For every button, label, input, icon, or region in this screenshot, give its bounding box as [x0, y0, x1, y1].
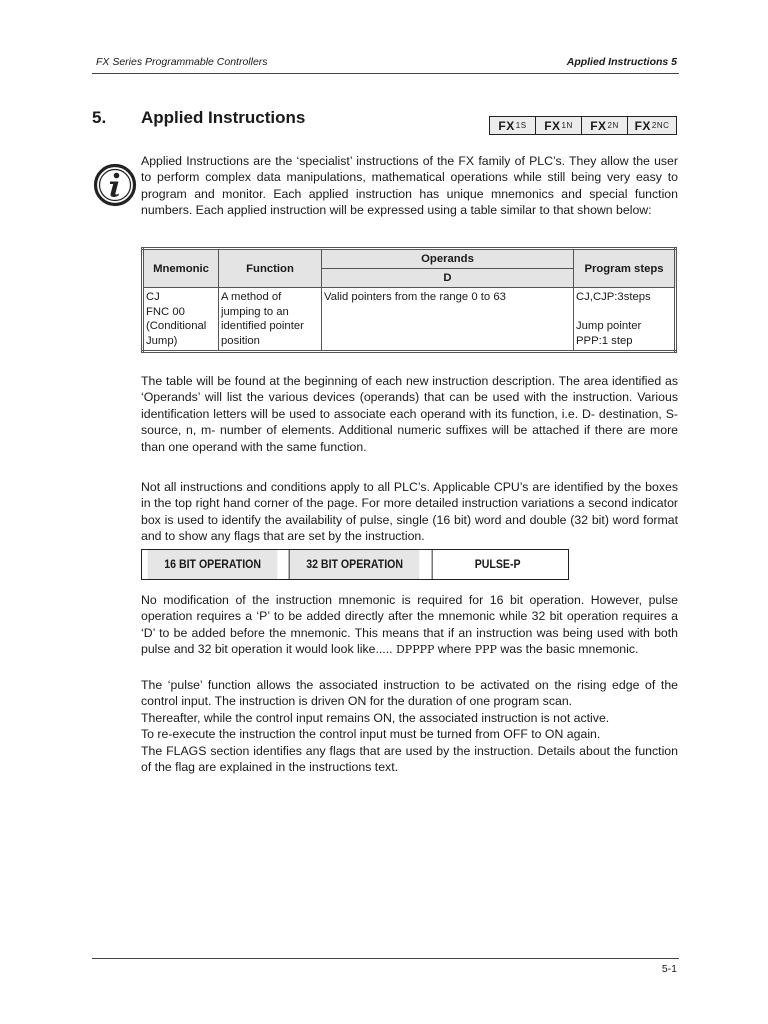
section-number: 5.	[92, 108, 107, 127]
cell-operand: Valid pointers from the range 0 to 63	[322, 288, 574, 352]
cell-program-steps: CJ,CJP:3steps Jump pointer PPP:1 step	[574, 288, 676, 352]
cpu-box-fx2nc: FX 2NC	[627, 117, 676, 134]
operands-paragraph: The table will be found at the beginning of each new instruction description. The area identified as ‘Operands’ will list the various devices (operands) that can be used with the instruction. Various identification letters will be used to associate each operand with its function, i.e. D- destination, S- source, n, m- number of elements. Additional numeric suffixes will be attached if there are more than one operand with the same function.	[141, 374, 678, 454]
header-mnemonic: Mnemonic	[143, 249, 219, 288]
section-title: Applied Instructions	[141, 108, 306, 127]
operation-indicator-boxes	[141, 549, 569, 580]
header-operand-d: D	[322, 269, 574, 288]
op-box-32bit: 32 BIT OPERATION	[289, 550, 420, 579]
op-box-pulse: PULSE-P	[431, 550, 562, 579]
code-dpppp: DPPPP	[395, 643, 435, 657]
cpu-applicability-boxes	[489, 116, 677, 135]
cpu-box-fx1n: FX 1N	[535, 117, 581, 134]
mnemonic-paragraph: No modification of the instruction mnemonic is required for 16 bit operation. However, pulse operation requires a ‘P’ to be added directly after the mnemonic while 32 bit operation requires a ‘D’ to be added before the mnemonic. This means that if an instruction was being used with both pulse and 32 bit operation it would look like..... DPPPP where PPP was the basic mnemonic.	[141, 593, 678, 657]
cpu-paragraph: Not all instructions and conditions apply to all PLC’s. Applicable CPU’s are identified by the boxes in the top right hand corner of the page. For more detailed instruction variations a second indicator box is used to identify the availability of pulse, single (16 bit) word and double (32 bit) word format and to show any flags that are set by the instruction.	[141, 480, 678, 544]
intro-paragraph: Applied Instructions are the ‘specialist’ instructions of the FX family of PLC’s. They allow the user to perform complex data manipulations, mathematical operations while still being very easy to program and monitor. Each applied instruction has unique mnemonics and special function numbers. Each applied instruction will be expressed using a table similar to that shown below:	[141, 154, 678, 218]
cpu-box-fx1s: FX 1S	[490, 117, 535, 134]
running-header-right: Applied Instructions 5	[566, 56, 677, 68]
running-header-left: FX Series Programmable Controllers	[96, 56, 268, 68]
cell-function: A method of jumping to an identified pointer position	[219, 288, 322, 352]
header-rule	[92, 73, 679, 74]
pulse-paragraph: The ‘pulse’ function allows the associated instruction to be activated on the rising edge of the control input. The instruction is driven ON for the duration of one program scan. Thereafter, while the control input remains ON, the associated instruction is not active. To re-execute the instruction the control input must be turned from OFF to ON again. The FLAGS section identifies any flags that are used by the instruction. Details about the function of the flag are explained in the instructions text.	[141, 678, 678, 775]
footer-rule	[92, 958, 679, 959]
header-operands: Operands	[322, 249, 574, 269]
header-function: Function	[219, 249, 322, 288]
info-icon	[93, 163, 137, 207]
cpu-box-fx2n: FX 2N	[581, 117, 627, 134]
code-ppp: PPP	[474, 643, 497, 657]
table-row	[143, 288, 676, 352]
page-number: 5-1	[661, 963, 677, 975]
header-program-steps: Program steps	[574, 249, 676, 288]
instruction-table	[141, 247, 677, 353]
cell-mnemonic: CJ FNC 00 (Conditional Jump)	[143, 288, 219, 352]
op-box-16bit: 16 BIT OPERATION	[148, 550, 278, 579]
